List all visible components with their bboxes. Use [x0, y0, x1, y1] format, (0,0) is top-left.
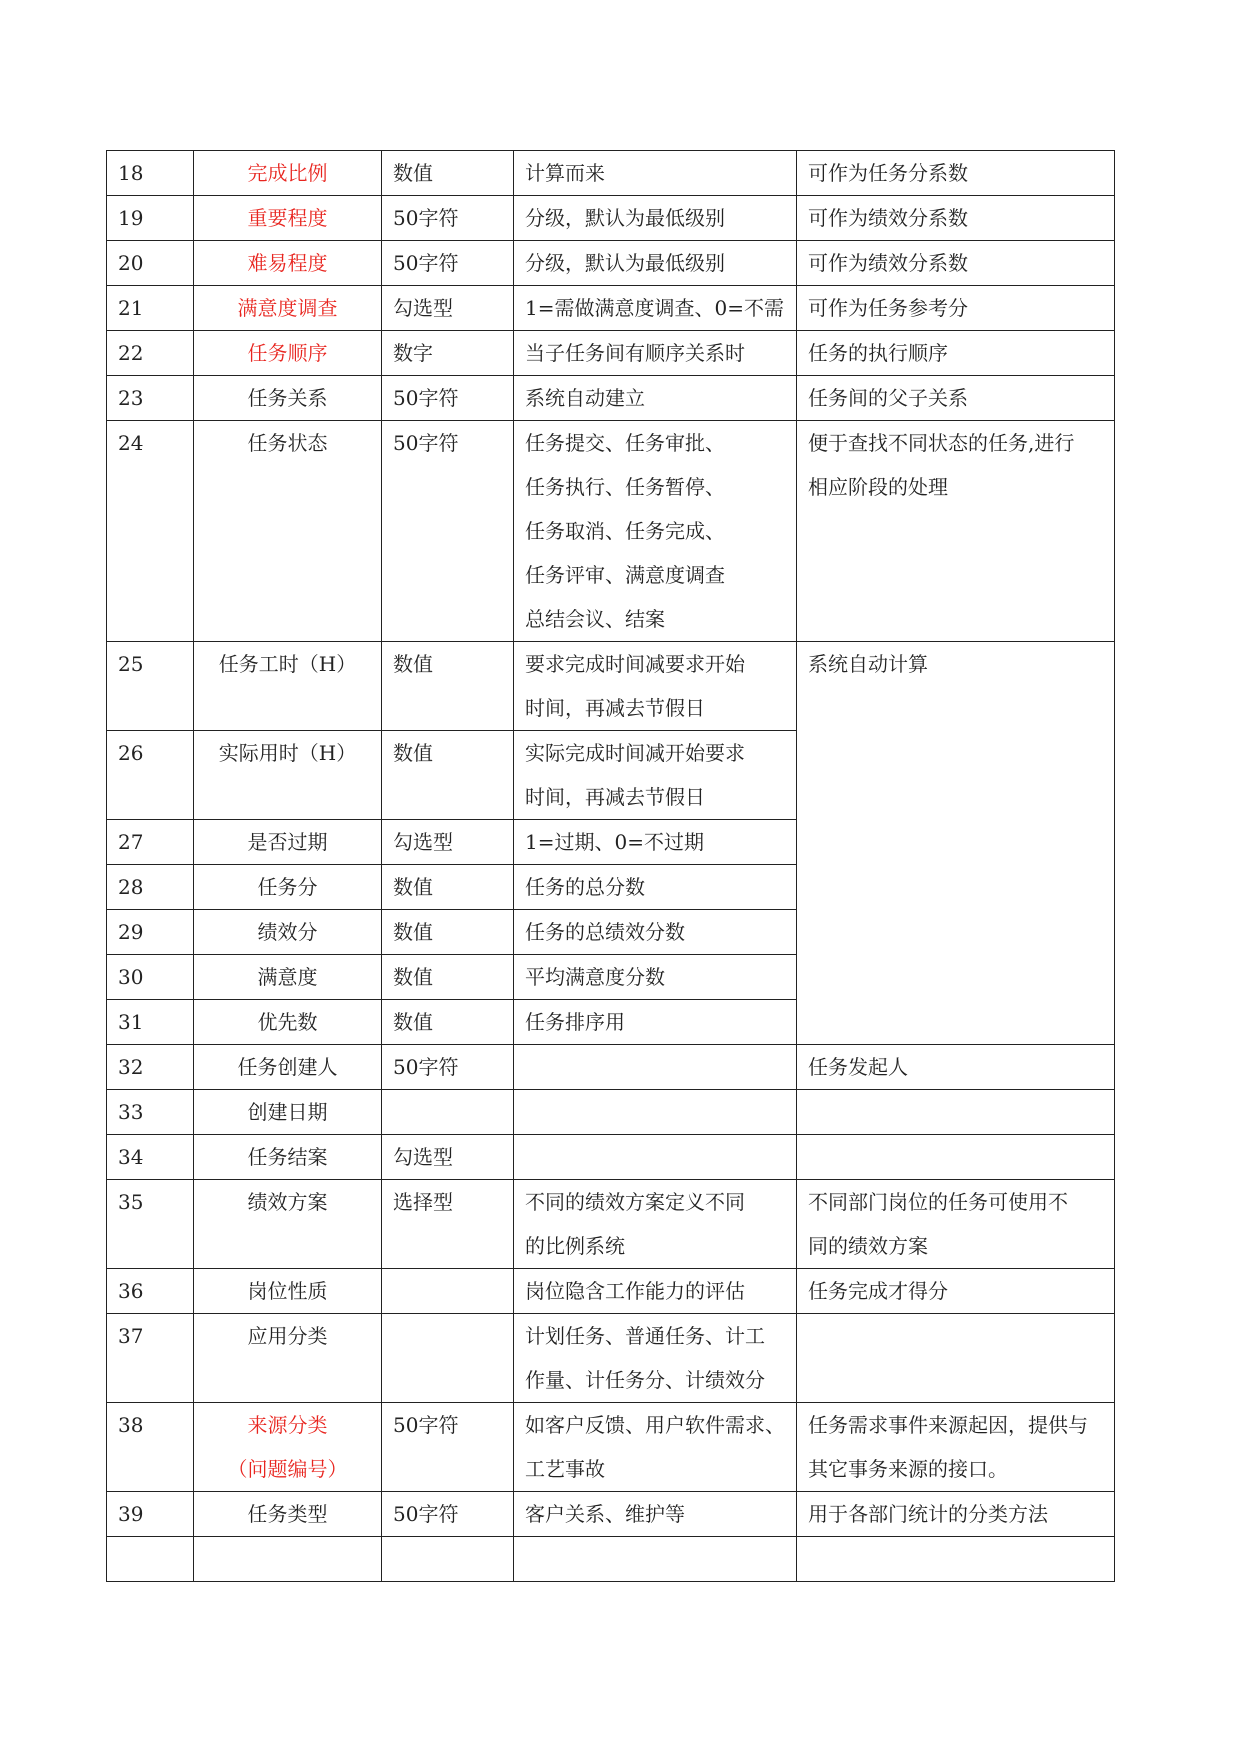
data-type-cell: 50字符 — [382, 241, 514, 286]
cell-line: 岗位隐含工作能力的评估 — [525, 1279, 745, 1303]
cell-line: 任务状态 — [247, 431, 328, 455]
field-name-cell — [194, 642, 382, 731]
row-number-cell: 32 — [107, 1045, 194, 1090]
table-row — [107, 1403, 1115, 1492]
data-type-cell: 数值 — [382, 865, 514, 910]
description-cell — [514, 1403, 797, 1492]
cell-line: 相应阶段的处理 — [808, 475, 948, 499]
field-name-cell — [194, 955, 382, 1000]
cell-line: 任务排序用 — [525, 1010, 625, 1034]
cell-line: 其它事务来源的接口。 — [808, 1457, 1008, 1481]
description-cell — [514, 1269, 797, 1314]
cell-line: 分级，默认为最低级别 — [525, 206, 725, 230]
data-type-cell: 勾选型 — [382, 1135, 514, 1180]
field-definition-table — [106, 150, 1115, 1582]
remark-cell — [797, 1135, 1115, 1180]
cell-line: 优先数 — [257, 1010, 318, 1034]
cell-line: 任务顺序 — [247, 341, 328, 365]
row-number-cell: 21 — [107, 286, 194, 331]
description-cell — [514, 421, 797, 642]
field-name-cell — [194, 286, 382, 331]
field-name-cell — [194, 331, 382, 376]
field-name-cell — [194, 1045, 382, 1090]
remark-cell — [797, 1180, 1115, 1269]
description-cell — [514, 731, 797, 820]
table-row — [107, 642, 1115, 731]
cell-line: 时间，再减去节假日 — [525, 785, 705, 809]
data-type-cell — [382, 1090, 514, 1135]
description-cell — [514, 151, 797, 196]
cell-line: （问题编号） — [227, 1457, 348, 1481]
cell-line: 任务取消、任务完成、 — [525, 519, 725, 543]
description-cell — [514, 1492, 797, 1537]
data-type-cell: 50字符 — [382, 421, 514, 642]
table-row — [107, 196, 1115, 241]
cell-line: 绩效分 — [257, 920, 318, 944]
row-number-cell: 22 — [107, 331, 194, 376]
cell-line: 任务工时（H） — [218, 652, 357, 676]
description-cell — [514, 642, 797, 731]
description-cell — [514, 820, 797, 865]
description-cell — [514, 1314, 797, 1403]
cell-line: 任务的总绩效分数 — [525, 920, 685, 944]
cell-line: 任务间的父子关系 — [808, 386, 968, 410]
cell-line: 来源分类 — [247, 1413, 328, 1437]
cell-line: 任务关系 — [247, 386, 328, 410]
field-name-cell — [194, 1537, 382, 1582]
cell-line: 要求完成时间减要求开始 — [525, 652, 745, 676]
row-number-cell: 33 — [107, 1090, 194, 1135]
remark-cell — [797, 241, 1115, 286]
cell-line: 难易程度 — [247, 251, 328, 275]
field-name-cell — [194, 1269, 382, 1314]
data-type-cell — [382, 1269, 514, 1314]
row-number-cell: 30 — [107, 955, 194, 1000]
cell-line: 应用分类 — [247, 1324, 328, 1348]
cell-line: 完成比例 — [247, 161, 328, 185]
description-cell — [514, 376, 797, 421]
row-number-cell: 23 — [107, 376, 194, 421]
cell-line: 的比例系统 — [525, 1234, 625, 1258]
table-row — [107, 1090, 1115, 1135]
table-row — [107, 286, 1115, 331]
field-name-cell — [194, 1403, 382, 1492]
description-cell — [514, 865, 797, 910]
cell-line: 可作为绩效分系数 — [808, 251, 968, 275]
cell-line: 系统自动建立 — [525, 386, 645, 410]
cell-line: 可作为任务参考分 — [808, 296, 968, 320]
data-type-cell: 50字符 — [382, 1045, 514, 1090]
cell-line: 满意度 — [257, 965, 318, 989]
row-number-cell: 36 — [107, 1269, 194, 1314]
cell-line: 任务提交、任务审批、 — [525, 431, 725, 455]
field-name-cell — [194, 865, 382, 910]
cell-line: 计算而来 — [525, 161, 605, 185]
table-row — [107, 376, 1115, 421]
data-type-cell: 数值 — [382, 151, 514, 196]
cell-line: 作量、计任务分、计绩效分 — [525, 1368, 765, 1392]
description-cell — [514, 1000, 797, 1045]
table-row — [107, 421, 1115, 642]
cell-line: 不同部门岗位的任务可使用不 — [808, 1190, 1068, 1214]
description-cell — [514, 196, 797, 241]
field-name-cell — [194, 151, 382, 196]
cell-line: 系统自动计算 — [808, 652, 928, 676]
cell-line: 任务类型 — [247, 1502, 328, 1526]
cell-line: 计划任务、普通任务、计工 — [525, 1324, 765, 1348]
field-name-cell — [194, 376, 382, 421]
cell-line: 如客户反馈、用户软件需求、 — [525, 1413, 785, 1437]
cell-line: 任务的总分数 — [525, 875, 645, 899]
field-name-cell — [194, 1090, 382, 1135]
data-type-cell: 勾选型 — [382, 820, 514, 865]
field-name-cell — [194, 196, 382, 241]
cell-line: 任务执行、任务暂停、 — [525, 475, 725, 499]
row-number-cell: 38 — [107, 1403, 194, 1492]
cell-line: 满意度调查 — [237, 296, 338, 320]
row-number-cell: 27 — [107, 820, 194, 865]
remark-cell — [797, 1090, 1115, 1135]
cell-line: 客户关系、维护等 — [525, 1502, 685, 1526]
cell-line: 实际完成时间减开始要求 — [525, 741, 745, 765]
table-row — [107, 331, 1115, 376]
remark-cell — [797, 1537, 1115, 1582]
cell-line: 便于查找不同状态的任务,进行 — [808, 431, 1075, 455]
data-type-cell: 50字符 — [382, 1492, 514, 1537]
description-cell — [514, 286, 797, 331]
cell-line: 创建日期 — [247, 1100, 328, 1124]
row-number-cell: 26 — [107, 731, 194, 820]
row-number-cell: 35 — [107, 1180, 194, 1269]
field-name-cell — [194, 1000, 382, 1045]
row-number-cell: 31 — [107, 1000, 194, 1045]
row-number-cell: 24 — [107, 421, 194, 642]
cell-line: 同的绩效方案 — [808, 1234, 928, 1258]
description-cell — [514, 1135, 797, 1180]
cell-line: 任务完成才得分 — [808, 1279, 948, 1303]
row-number-cell — [107, 1537, 194, 1582]
data-type-cell: 数值 — [382, 642, 514, 731]
cell-line: 绩效方案 — [247, 1190, 328, 1214]
cell-line: 平均满意度分数 — [525, 965, 665, 989]
cell-line: 当子任务间有顺序关系时 — [525, 341, 745, 365]
remark-cell — [797, 286, 1115, 331]
row-number-cell: 34 — [107, 1135, 194, 1180]
remark-cell — [797, 1045, 1115, 1090]
cell-line: 任务创建人 — [237, 1055, 338, 1079]
cell-line: 岗位性质 — [247, 1279, 328, 1303]
field-name-cell — [194, 421, 382, 642]
table-row — [107, 1269, 1115, 1314]
remark-cell — [797, 151, 1115, 196]
table-row — [107, 1180, 1115, 1269]
field-name-cell — [194, 1135, 382, 1180]
row-number-cell: 39 — [107, 1492, 194, 1537]
table-row — [107, 1492, 1115, 1537]
table-row — [107, 1314, 1115, 1403]
field-name-cell — [194, 1180, 382, 1269]
remark-cell — [797, 376, 1115, 421]
table-row — [107, 1045, 1115, 1090]
field-name-cell — [194, 731, 382, 820]
remark-cell — [797, 1269, 1115, 1314]
cell-line: 任务发起人 — [808, 1055, 908, 1079]
table-row — [107, 1135, 1115, 1180]
row-number-cell: 20 — [107, 241, 194, 286]
field-name-cell — [194, 241, 382, 286]
cell-line: 任务评审、满意度调查 — [525, 563, 725, 587]
cell-line: 可作为任务分系数 — [808, 161, 968, 185]
cell-line: 分级，默认为最低级别 — [525, 251, 725, 275]
remark-cell — [797, 196, 1115, 241]
cell-line: 是否过期 — [247, 830, 328, 854]
description-cell — [514, 1180, 797, 1269]
table-row — [107, 241, 1115, 286]
row-number-cell: 25 — [107, 642, 194, 731]
field-name-cell — [194, 910, 382, 955]
description-cell — [514, 1090, 797, 1135]
table-row — [107, 151, 1115, 196]
data-type-cell: 50字符 — [382, 196, 514, 241]
row-number-cell: 29 — [107, 910, 194, 955]
row-number-cell: 37 — [107, 1314, 194, 1403]
data-type-cell: 数字 — [382, 331, 514, 376]
table-row — [107, 1537, 1115, 1582]
description-cell — [514, 331, 797, 376]
description-cell — [514, 1537, 797, 1582]
description-cell — [514, 955, 797, 1000]
remark-cell — [797, 1314, 1115, 1403]
cell-line: 工艺事故 — [525, 1457, 605, 1481]
field-name-cell — [194, 1492, 382, 1537]
data-type-cell — [382, 1537, 514, 1582]
cell-line: 用于各部门统计的分类方法 — [808, 1502, 1048, 1526]
row-number-cell: 19 — [107, 196, 194, 241]
data-type-cell: 数值 — [382, 955, 514, 1000]
data-type-cell: 勾选型 — [382, 286, 514, 331]
remark-cell — [797, 1403, 1115, 1492]
description-cell — [514, 1045, 797, 1090]
cell-line: 不同的绩效方案定义不同 — [525, 1190, 745, 1214]
cell-line: 总结会议、结案 — [525, 607, 665, 631]
field-name-cell — [194, 820, 382, 865]
data-type-cell — [382, 1314, 514, 1403]
cell-line: 1=需做满意度调查、0=不需 — [525, 296, 784, 320]
remark-cell — [797, 331, 1115, 376]
cell-line: 时间，再减去节假日 — [525, 696, 705, 720]
description-cell — [514, 241, 797, 286]
cell-line: 任务的执行顺序 — [808, 341, 948, 365]
table-body — [107, 151, 1115, 1582]
description-cell — [514, 910, 797, 955]
data-type-cell: 数值 — [382, 731, 514, 820]
cell-line: 任务结案 — [247, 1145, 328, 1169]
data-type-cell: 50字符 — [382, 376, 514, 421]
cell-line: 可作为绩效分系数 — [808, 206, 968, 230]
field-name-cell — [194, 1314, 382, 1403]
remark-cell — [797, 421, 1115, 642]
row-number-cell: 28 — [107, 865, 194, 910]
data-type-cell: 50字符 — [382, 1403, 514, 1492]
cell-line: 任务需求事件来源起因，提供与 — [808, 1413, 1088, 1437]
remark-cell — [797, 1492, 1115, 1537]
data-type-cell: 数值 — [382, 910, 514, 955]
cell-line: 实际用时（H） — [218, 741, 357, 765]
data-type-cell: 数值 — [382, 1000, 514, 1045]
row-number-cell: 18 — [107, 151, 194, 196]
cell-line: 1=过期、0=不过期 — [525, 830, 704, 854]
cell-line: 任务分 — [257, 875, 318, 899]
data-type-cell: 选择型 — [382, 1180, 514, 1269]
remark-cell — [797, 642, 1115, 1045]
cell-line: 重要程度 — [247, 206, 328, 230]
